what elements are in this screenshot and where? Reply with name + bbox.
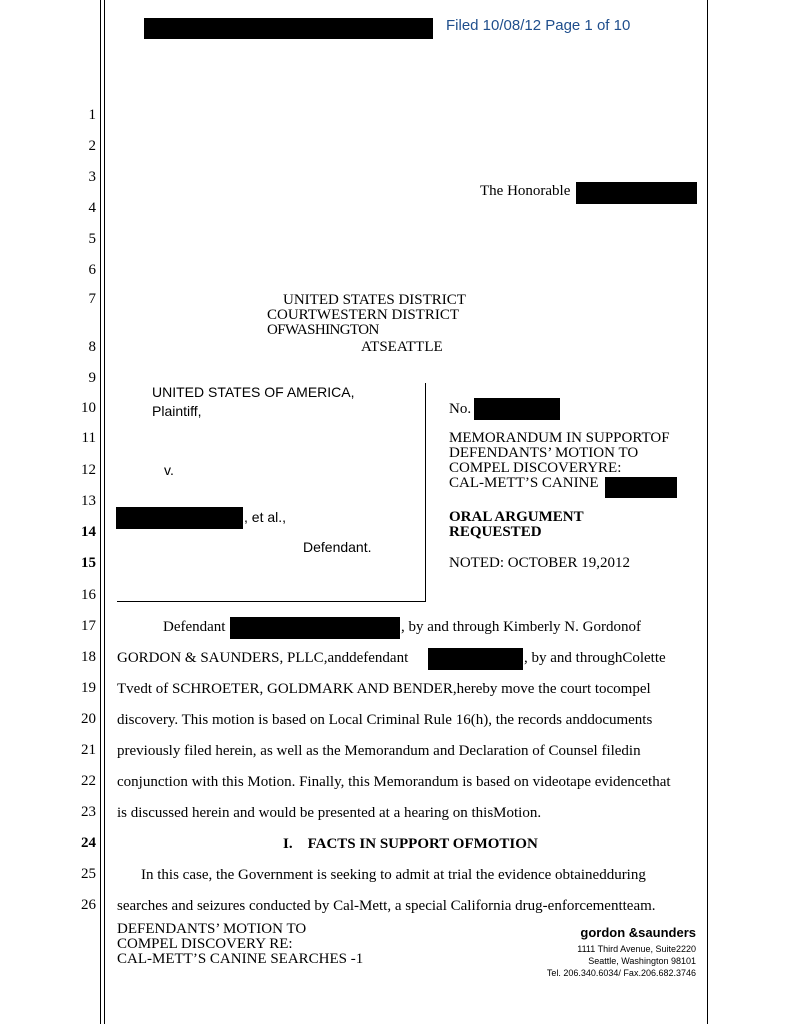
footer-caption xyxy=(117,922,363,967)
plaintiff-name: UNITED STATES OF AMERICA, xyxy=(152,384,355,400)
line-number: 7 xyxy=(88,291,96,307)
body-line-22: conjunction with this Motion. Finally, this Memorandum is based on videotape evidencethat xyxy=(117,774,671,790)
line-number: 3 xyxy=(88,169,96,185)
court-line-1: UNITED STATES DISTRICT xyxy=(283,292,466,308)
court-line-2: COURTWESTERN DISTRICT xyxy=(267,307,460,323)
redaction-bar xyxy=(576,182,697,204)
line-number: 25 xyxy=(81,866,96,882)
line-number: 22 xyxy=(81,773,96,789)
line-number: 15 xyxy=(81,555,96,571)
firm-name: gordon &saunders xyxy=(580,925,696,940)
body-line-21: previously filed herein, as well as the Memorandum and Declaration of Counsel filedin xyxy=(117,743,641,759)
body-line-25: In this case, the Government is seeking to admit at trial the evidence obtainedduring xyxy=(141,867,646,883)
body-line-23: is discussed herein and would be presented at a hearing on thisMotion. xyxy=(117,805,542,821)
line-number: 21 xyxy=(81,742,96,758)
document-title-line: MEMORANDUM IN SUPPORTOF xyxy=(449,430,670,446)
caption-divider-horizontal xyxy=(117,601,426,602)
firm-phone: Tel. 206.340.6034/ Fax.206.682.3746 xyxy=(546,968,696,978)
line-number: 10 xyxy=(81,400,96,416)
footer-caption-line: DEFENDANTS’ MOTION TO xyxy=(117,921,307,937)
versus-label: v. xyxy=(164,462,174,478)
body-line-26: searches and seizures conducted by Cal-Mett, a special California drug-enforcementteam. xyxy=(117,898,656,914)
body-line-17a: Defendant xyxy=(163,619,226,635)
section-heading: I. FACTS IN SUPPORT OFMOTION xyxy=(283,836,538,852)
footer-caption-line: CAL-METT’S CANINE SEARCHES -1 xyxy=(117,951,364,967)
redaction-bar xyxy=(605,477,677,498)
line-number: 24 xyxy=(81,835,96,851)
document-title-line: DEFENDANTS’ MOTION TO xyxy=(449,445,639,461)
redaction-bar xyxy=(116,507,243,529)
defendant-name-suffix: , et al., xyxy=(244,509,287,525)
noted-date: NOTED: OCTOBER 19,2012 xyxy=(449,555,630,571)
line-number: 5 xyxy=(88,231,96,247)
body-line-19: Tvedt of SCHROETER, GOLDMARK AND BENDER,hereby move the court tocompel xyxy=(117,681,651,697)
defendant-role: Defendant. xyxy=(303,539,372,555)
document-title-line: COMPEL DISCOVERYRE: xyxy=(449,460,622,476)
body-line-17b: , by and through Kimberly N. Gordonof xyxy=(401,619,641,635)
line-number: 16 xyxy=(81,587,96,603)
footer-caption-line: COMPEL DISCOVERY RE: xyxy=(117,936,293,952)
plaintiff-role: Plaintiff, xyxy=(152,403,202,419)
caption-divider-vertical xyxy=(425,383,426,602)
line-number: 23 xyxy=(81,804,96,820)
court-line-3: OFWASHINGTON xyxy=(267,322,379,338)
case-number-label: No. xyxy=(449,401,472,417)
redaction-bar xyxy=(230,617,400,639)
line-number: 2 xyxy=(88,138,96,154)
right-margin-rule xyxy=(707,0,708,1024)
redaction-bar xyxy=(474,398,560,420)
oral-argument-line: ORAL ARGUMENT xyxy=(449,509,584,525)
left-margin-rule-inner xyxy=(104,0,105,1024)
line-number: 8 xyxy=(88,339,96,355)
redaction-bar xyxy=(428,648,523,670)
line-number: 14 xyxy=(81,524,96,540)
oral-argument-line: REQUESTED xyxy=(449,524,542,540)
body-line-18b: , by and throughColette xyxy=(524,650,666,666)
line-number: 12 xyxy=(81,462,96,478)
line-number: 20 xyxy=(81,711,96,727)
document-title-line: CAL-METT’S CANINE xyxy=(449,475,599,491)
line-number: 17 xyxy=(81,618,96,634)
body-line-18a: GORDON & SAUNDERS, PLLC,anddefendant xyxy=(117,650,409,666)
filed-stamp: Filed 10/08/12 Page 1 of 10 xyxy=(446,17,631,34)
firm-address-2: Seattle, Washington 98101 xyxy=(588,956,696,966)
line-number: 6 xyxy=(88,262,96,278)
left-margin-rule-outer xyxy=(100,0,101,1024)
firm-block xyxy=(547,925,696,979)
line-number: 9 xyxy=(88,370,96,386)
line-number: 1 xyxy=(88,107,96,123)
firm-address-1: 1111 Third Avenue, Suite2220 xyxy=(577,944,696,954)
body-line-20: discovery. This motion is based on Local Criminal Rule 16(h), the records anddocuments xyxy=(117,712,653,728)
line-number: 19 xyxy=(81,680,96,696)
line-number: 26 xyxy=(81,897,96,913)
judge-label: The Honorable xyxy=(480,183,571,199)
line-number: 4 xyxy=(88,200,96,216)
line-number: 11 xyxy=(81,430,96,446)
line-number: 13 xyxy=(81,493,96,509)
line-number: 18 xyxy=(81,649,96,665)
court-line-4: ATSEATTLE xyxy=(361,339,443,355)
oral-argument-requested xyxy=(449,510,584,540)
redaction-bar xyxy=(144,18,433,39)
